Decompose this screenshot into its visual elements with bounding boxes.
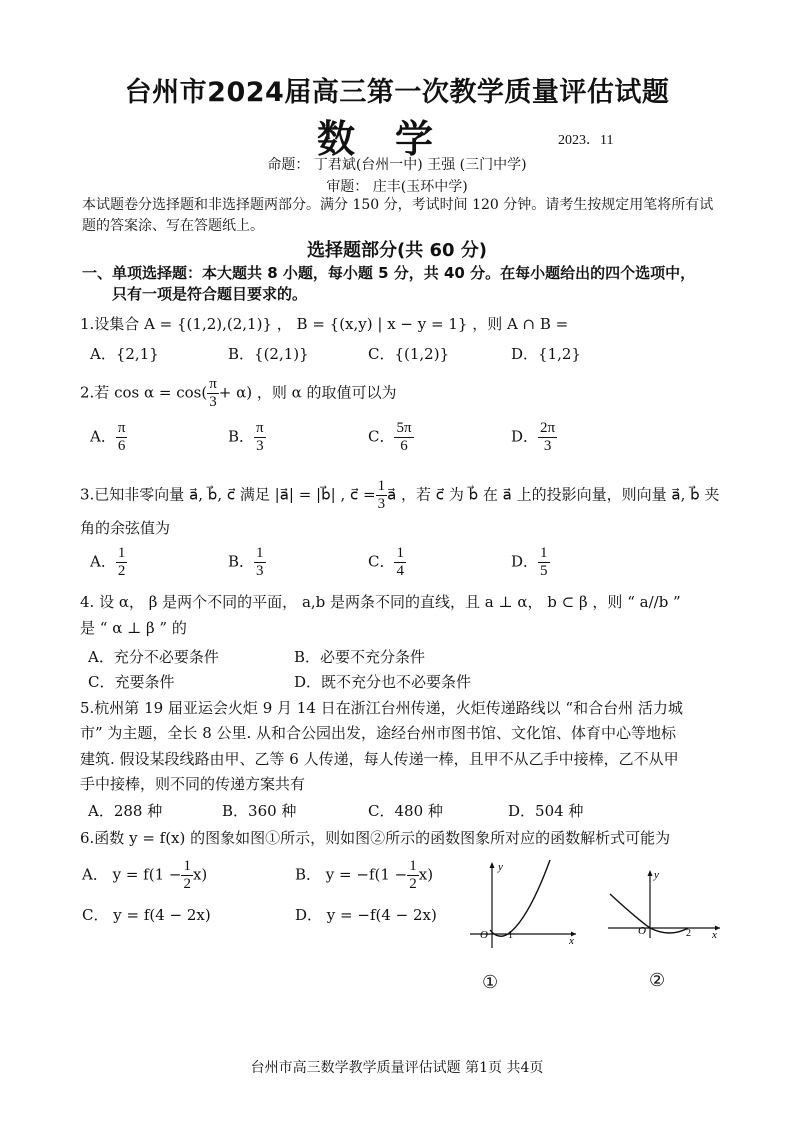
q1-stem: 1.设集合 A = {(1,2),(2,1)} ， B = {(x,y) | x − y = 1} ，则 A ∩ B = [80,315,569,333]
q6-option-a-den: 2 [183,876,191,892]
q2-stem-fraction-den: 3 [209,394,217,410]
q2-option-c-num: 5π [396,420,412,436]
graph-1-x-label: x [569,935,574,947]
q3-option-d-fraction [538,545,550,580]
graph-1-tick-label: 1 [508,930,513,941]
q6-option-b-num: 1 [409,858,417,874]
q3-option-c-den: 4 [396,563,404,579]
q6-option-a-pre: A． y = f(1 − [82,865,182,884]
q4-stem-line2: 是 “ α ⊥ β ” 的 [80,619,187,637]
q2-stem [80,376,397,411]
q3-stem-fraction-den: 3 [377,496,386,512]
authors-line: 命题： 丁君斌(台州一中) 王强 (三门中学) [267,157,527,173]
review-line: 审题： 庄丰(玉环中学) [326,179,468,195]
q5-line-3: 建筑. 假设某段线路由甲、乙等 6 人传递，每人传递一棒，且甲不从乙手中接棒，乙不从甲 [80,750,679,768]
q3-option-c-num: 1 [396,545,404,561]
q5-line-2: 市” 为主题，全长 8 公里. 从和合公园出发，途经台州市图书馆、文化馆、体育中心等地标 [80,724,677,742]
q3-option-c-letter: C． [368,552,395,571]
q3-option-d-num: 1 [540,545,548,561]
q5-option-a: A．288 种 [88,802,163,820]
q2-option-a [90,420,127,455]
q6-option-c: C． y = f(4 − 2x) [82,906,211,924]
section-instruction-2: 只有一项是符合题目要求的。 [112,285,308,303]
exam-date: 2023．11 [558,133,614,148]
q2-option-a-num: π [117,420,126,436]
page-footer: 台州市高三数学教学质量评估试题 第1页 共4页 [250,1060,544,1076]
graph-1-y-arrow [490,862,495,868]
q6-option-a [82,858,207,893]
q3-option-a [90,545,127,580]
q2-stem-fraction [207,376,219,411]
q2-option-d-letter: D． [511,427,539,446]
q6-option-b-fraction [407,858,419,893]
q3-option-b [228,545,266,580]
section-title: 选择题部分(共 60 分) [306,240,488,261]
q6-option-a-num: 1 [183,858,191,874]
q5-option-d: D．504 种 [508,802,584,820]
q3-option-a-fraction [116,545,128,580]
subject-title: 数学 [317,117,474,161]
q6-option-b-den: 2 [409,876,417,892]
q2-stem-pre: 2.若 cos α = cos( [80,383,208,402]
q4-option-b: B．必要不充分条件 [294,648,426,666]
q3-option-b-den: 3 [256,563,264,579]
q2-option-b [228,420,266,455]
q2-option-b-den: 3 [256,438,264,454]
q4-option-a: A．充分不必要条件 [88,648,219,666]
q3-option-b-num: 1 [256,545,264,561]
q6-option-b-pre: B． y = −f(1 − [295,865,408,884]
q2-option-d-den: 3 [543,438,552,454]
q5-line-1: 5.杭州第 19 届亚运会火炬 9 月 14 日在浙江台州传递，火炬传递路线以 “和合台州 活力城 [80,699,683,717]
graph-2 [606,866,724,940]
q3-stem-fraction-num: 1 [377,478,386,494]
graph-2-y-arrow [648,870,653,876]
q3-stem-fraction [376,478,388,513]
q2-option-b-num: π [256,420,264,436]
q2-option-d [511,420,557,455]
graph-2-origin-label: O [638,925,646,937]
q6-option-b-post: x) [418,865,434,884]
q2-option-c [368,420,414,455]
q1-option-c: C．{(1,2)} [368,345,450,363]
graph-1-caption: ① [482,972,499,993]
q3-option-c-fraction [394,545,406,580]
graph-1 [468,858,580,950]
exam-notice: 本试题卷分选择题和非选择题两部分。满分 150 分，考试时间 120 分钟。请考生按规定用笔将所有试题的答案涂、写在答题纸上。 [82,197,714,234]
q4-stem: 4. 设 α， β 是两个不同的平面， a,b 是两条不同的直线，且 a ⊥ α， b ⊂ β ，则 “ a//b ” [80,593,681,611]
graph-1-y-label: y [498,861,503,873]
q2-option-a-den: 6 [117,438,126,454]
q2-option-a-fraction [116,420,128,455]
q3-option-c [368,545,406,580]
q2-stem-fraction-num: π [209,376,217,392]
q2-option-a-letter: A． [90,427,116,446]
q3-option-a-num: 1 [117,545,126,561]
q3-option-a-letter: A． [90,552,116,571]
graph-2-curve [610,894,688,933]
q1-option-b: B．{(2,1)} [228,345,309,363]
q2-option-b-fraction [254,420,266,455]
graph-1-origin-label: O [480,929,488,941]
q3-option-a-den: 2 [117,563,126,579]
q6-stem: 6.函数 y = f(x) 的图象如图①所示，则如图②所示的函数图象所对应的函数解析式可能为 [80,829,671,847]
q2-option-c-fraction [394,420,413,455]
q3-stem-post: a⃗ ，若 c⃗ 为 b⃗ 在 a⃗ 上的投影向量，则向量 a⃗, b⃗ 夹 [387,485,720,504]
q3-option-b-letter: B． [228,552,255,571]
q3-option-d-den: 5 [540,563,548,579]
q5-option-b: B．360 种 [222,802,297,820]
graph-2-caption: ② [649,970,666,991]
q2-stem-post: + α) ，则 α 的取值可以为 [218,383,397,402]
q1-option-d: D．{1,2} [511,345,581,363]
exam-title: 台州市2024届高三第一次教学质量评估试题 [124,77,670,108]
q2-option-d-fraction [538,420,557,455]
q3-stem-line2: 角的余弦值为 [80,519,171,537]
graph-2-y-label: y [654,869,659,881]
q5-line-4: 手中接棒，则不同的传递方案共有 [80,775,306,793]
graph-2-tick-label: 2 [686,928,691,939]
q2-option-c-letter: C． [368,427,395,446]
q2-option-c-den: 6 [400,438,408,454]
q5-option-c: C．480 种 [368,802,443,820]
q2-option-d-num: 2π [540,420,556,436]
q6-option-a-post: x) [192,865,208,884]
q4-option-c: C．充要条件 [88,673,175,691]
q6-option-d: D． y = −f(4 − 2x) [295,906,437,924]
q6-option-b [295,858,433,893]
q3-option-d [511,545,550,580]
q6-option-a-fraction [181,858,193,893]
q3-stem [80,478,719,513]
q1-option-a: A．{2,1} [90,345,159,363]
q4-option-d: D．既不充分也不必要条件 [294,673,472,691]
q3-stem-pre: 3.已知非零向量 a⃗, b⃗, c⃗ 满足 |a⃗| = |b⃗| , c⃗ = [80,485,376,504]
q2-option-b-letter: B． [228,427,255,446]
section-instruction-1: 一、单项选择题：本大题共 8 小题，每小题 5 分，共 40 分。在每小题给出的四个选项中， [82,264,696,282]
graph-2-x-label: x [712,929,717,940]
q3-option-b-fraction [254,545,266,580]
q3-option-d-letter: D． [511,552,539,571]
